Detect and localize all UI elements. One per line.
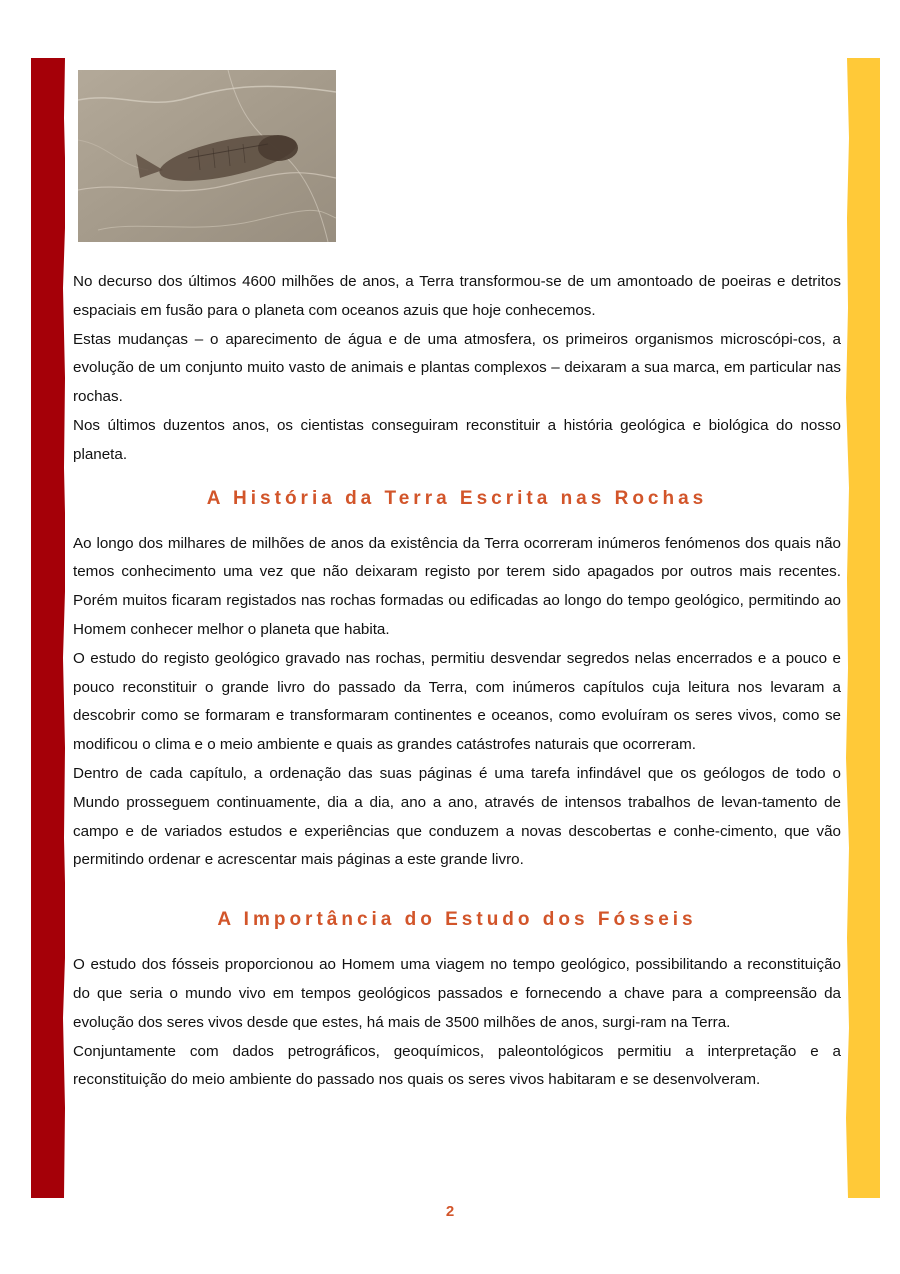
page-number: 2 [445, 1203, 455, 1220]
section1-paragraph-1: Ao longo dos milhares de milhões de anos da existência da Terra ocorreram inúmeros fenómenos dos quais não temos conhecimento uma vez que não deixaram registo por terem sido apagados por outros mais recentes. Porém muitos ficaram registados nas rochas formadas ou edificadas ao longo do tempo geológico, permitindo ao Homem conhecer melhor o planeta que habita. [73, 534, 841, 638]
section2-paragraph-2: Conjuntamente com dados petrográficos, geoquímicos, paleontológicos permitiu a interpretação e a reconstituição do meio ambiente do passado nos quais os seres vivos habitaram e se desenvolveram. [73, 1042, 841, 1089]
right-yellow-border [846, 58, 880, 1198]
section2-paragraph-1: O estudo dos fósseis proporcionou ao Homem uma viagem no tempo geológico, possibilitando a reconstituição do que seria o mundo vivo em tempos geológicos passados e fornecendo a chave para a compreensão da evolução dos seres vivos desde que estes, há mais de 3500 milhões de anos, surgi-ram na Terra. [73, 956, 841, 1031]
section-heading-history: A História da Terra Escrita nas Rochas [206, 487, 708, 509]
fossil-fish-image [78, 70, 336, 242]
section-heading-fossils: A Importância do Estudo dos Fósseis [217, 909, 697, 931]
intro-paragraph-2: Estas mudanças – o aparecimento de água e de uma atmosfera, os primeiros organismos microscópi-cos, a evolução de um conjunto muito vasto de animais e plantas complexos – deixaram a sua marca, em particular nas rochas. [73, 330, 841, 406]
section1-paragraph-3: Dentro de cada capítulo, a ordenação das suas páginas é uma tarefa infindável que os geólogos de todo o Mundo prosseguem continuamente, dia a dia, ano a ano, através de intensos trabalhos de levan-tamento de campo e de variados estudos e experiências que conduzem a novas descobertas e conhe-cimento, que vão permitindo ordenar e acrescentar mais páginas a este grande livro. [73, 764, 841, 869]
left-red-border [31, 58, 65, 1198]
page-content [73, 268, 841, 1095]
intro-paragraph-1: No decurso dos últimos 4600 milhões de anos, a Terra transformou-se de um amontoado de poeiras e detritos espaciais em fusão para o planeta com oceanos azuis que hoje conhecemos. [73, 273, 841, 319]
intro-paragraph-3: Nos últimos duzentos anos, os cientistas conseguiram reconstituir a história geológica e biológica do nosso planeta. [73, 416, 841, 463]
section1-paragraph-2: O estudo do registo geológico gravado nas rochas, permitiu desvendar segredos nelas encerrados e a pouco e pouco reconstituir o grande livro do passado da Terra, com inúmeros capítulos cuja leitura nos levaram a descobrir como se formaram e transformaram continentes e oceanos, como evoluíram os seres vivos, como se modificou o clima e o meio ambiente e quais as grandes catástrofes naturais que ocorreram. [73, 649, 841, 754]
